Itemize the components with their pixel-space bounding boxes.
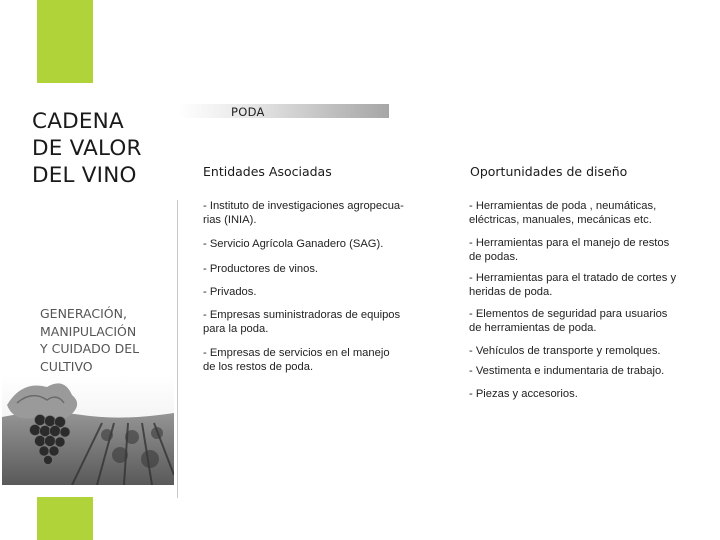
entity-item: [203, 199, 404, 227]
opportunity-item: [469, 199, 656, 227]
accent-block-top: [37, 0, 93, 83]
slide-subtitle-line: Y CUIDADO DEL: [40, 341, 140, 356]
entity-item: [203, 346, 390, 374]
opportunities-heading: Oportunidades de diseño: [470, 164, 628, 179]
entity-item-line: - Servicio Agrícola Ganadero (SAG).: [203, 238, 384, 250]
slide-subtitle-line: MANIPULACIÓN: [40, 323, 137, 339]
opportunity-item: [469, 236, 669, 264]
column-divider: [177, 200, 178, 498]
entity-item: [203, 262, 318, 276]
entity-item-line: para la poda.: [203, 323, 269, 335]
opportunity-item-line: - Herramientas para el manejo de restos: [469, 237, 670, 249]
entity-item: [203, 308, 400, 336]
accent-block-bottom: [37, 497, 93, 540]
opportunity-item-line: de herramientas de poda.: [469, 322, 597, 334]
vineyard-photo: [2, 375, 174, 485]
entity-item-line: - Productores de vinos.: [203, 263, 319, 275]
slide-title-line: DEL VINO: [32, 163, 137, 188]
slide-title-line: CADENA: [32, 109, 124, 134]
opportunity-item: [469, 344, 661, 358]
entity-item-line: - Empresas de servicios en el manejo: [203, 347, 390, 359]
opportunity-item-line: heridas de poda.: [469, 286, 553, 298]
opportunity-item-line: - Vehículos de transporte y remolques.: [469, 345, 661, 357]
section-header-bar: [178, 104, 389, 118]
opportunity-item-line: - Vestimenta e indumentaria de trabajo.: [469, 365, 665, 377]
entity-item-line: - Instituto de investigaciones agropecua-: [203, 200, 404, 212]
opportunity-item-line: de podas.: [469, 251, 519, 263]
opportunity-item: [469, 307, 667, 335]
entity-item: [203, 237, 383, 251]
section-label: PODA: [231, 105, 265, 119]
opportunity-item: [469, 271, 676, 299]
slide-title: [32, 108, 182, 189]
opportunity-item-line: - Herramientas para el tratado de cortes y: [469, 272, 677, 284]
opportunity-item-line: - Piezas y accesorios.: [469, 388, 578, 400]
slide-title-line: DE VALOR: [32, 136, 142, 161]
opportunity-item: [469, 364, 664, 378]
entity-item-line: - Empresas suministradoras de equipos: [203, 309, 401, 321]
slide-subtitle: [40, 305, 170, 375]
entity-item-line: - Privados.: [203, 286, 257, 298]
opportunity-item-line: eléctricas, manuales, mecánicas etc.: [469, 214, 652, 226]
opportunity-item-line: - Herramientas de poda , neumáticas,: [469, 200, 657, 212]
opportunity-item-line: - Elementos de seguridad para usuarios: [469, 308, 668, 320]
entity-item-line: de los restos de poda.: [203, 361, 314, 373]
entities-heading: Entidades Asociadas: [203, 164, 332, 179]
slide-subtitle-line: GENERACIÓN,: [40, 306, 127, 321]
slide-subtitle-line: CULTIVO: [40, 358, 93, 374]
entity-item-line: rias (INIA).: [203, 214, 257, 226]
opportunity-item: [469, 387, 578, 401]
entity-item: [203, 285, 256, 299]
